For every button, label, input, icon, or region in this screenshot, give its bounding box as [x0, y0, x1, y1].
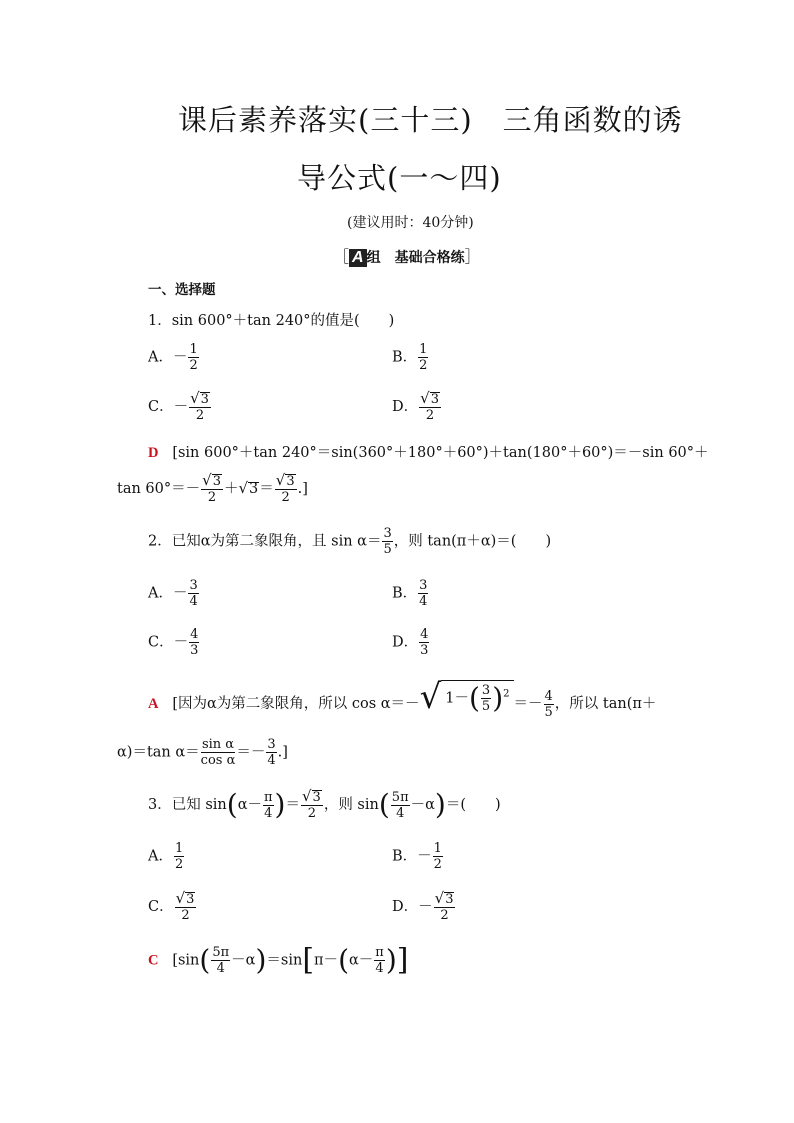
q3-option-b: B．－ $\frac{1}{2}$	[392, 841, 442, 872]
fraction: $\frac{1}{2}$	[433, 841, 442, 872]
fraction: √ 3 2	[190, 389, 209, 423]
fraction: $\frac{1}{2}$	[419, 342, 428, 373]
sqrt: √ 3	[238, 479, 259, 497]
fraction: $\frac{\pi}{4}$	[375, 945, 384, 976]
fraction: $\frac{1}{2}$	[174, 841, 184, 872]
q1-answer: D	[148, 445, 159, 461]
q3-stem: 3．已知 sin(α－ $\frac{\pi}{4}$ )＝ √ 3 2 ，则 sin( $\frac{5\pi}{4}$ －α)＝( )	[148, 787, 501, 821]
sqrt: √ 1－( $\frac{3}{5}$ )$^2$	[420, 680, 514, 714]
fraction: $\frac{4}{3}$	[190, 627, 199, 658]
group-heading	[333, 244, 481, 267]
fraction: √ 3 2	[275, 471, 295, 505]
q2-option-c: C．－ $\frac{4}{3}$	[148, 627, 199, 658]
q3-option-d: D．－ √ 3 2	[392, 889, 454, 923]
group-letter-badge: A	[349, 249, 367, 267]
fraction: $\frac{\text{sin α}}{\text{cos α}}$	[200, 737, 236, 768]
q2-solution-line1: A [因为α为第二象限角，所以 cos α＝－ √ 1－( $\frac{3}{5}$ )$^2$ ＝－ $\frac{4}{5}$ ，所以 tan(π＋	[148, 677, 657, 720]
q1-option-b: B． $\frac{1}{2}$	[392, 342, 428, 373]
fraction: √ 3 2	[420, 389, 439, 423]
q2-solution-line2: α)＝tan α＝ $\frac{\text{sin α}}{\text{cos α}}$ ＝－ $\frac{3}{4}$ .]	[117, 737, 288, 768]
fraction: √ 3 2	[175, 889, 195, 923]
q2-option-a: A．－ $\frac{3}{4}$	[148, 578, 198, 609]
fraction: $\frac{3}{4}$	[419, 578, 428, 609]
q3-answer: C	[148, 952, 159, 969]
q1-solution-line1: D [sin 600°＋tan 240°＝sin(360°＋180°＋60°)＋tan(180°＋60°)＝－sin 60°＋	[148, 445, 709, 461]
fraction: $\frac{\pi}{4}$	[264, 789, 273, 821]
q1-option-d: D． √ 3 2	[392, 389, 439, 423]
fraction: $\frac{3}{5}$	[383, 526, 392, 557]
fraction: $\frac{3}{5}$	[481, 683, 491, 714]
page-title-line1: 课后素养落实(三十三) 三角函数的诱	[178, 103, 683, 137]
q1-option-c: C．－ √ 3 2	[148, 389, 209, 423]
q3-solution-line1: C [sin( $\frac{5\pi}{4}$ －α)＝sin[π－(α－ $\frac{\pi}{4}$ )]	[148, 942, 409, 978]
q2-option-b: B． $\frac{3}{4}$	[392, 578, 428, 609]
q2-option-d: D． $\frac{4}{3}$	[392, 627, 429, 658]
q2-stem: 2．已知α为第二象限角，且 sin α＝ $\frac{3}{5}$ ，则 tan(π＋α)＝( )	[148, 526, 552, 557]
q1-solution-line2: tan 60°＝－ √ 3 2 ＋ √ 3 ＝ √ 3 2 .]	[117, 471, 308, 505]
group-bracket-open: ［	[333, 247, 350, 266]
q3-option-c: C． √ 3 2	[148, 889, 195, 923]
group-label: 组 基础合格练	[366, 250, 465, 266]
fraction: $\frac{4}{5}$	[544, 688, 553, 720]
page-title-line2: 导公式(一～四)	[297, 161, 502, 195]
fraction: √ 3 2	[434, 889, 454, 923]
fraction: √ 3 2	[301, 787, 321, 821]
fraction: $\frac{3}{4}$	[267, 737, 276, 768]
fraction: √ 3 2	[202, 471, 221, 505]
time-note: (建议用时：40分钟)	[347, 215, 474, 231]
q3-option-a: A． $\frac{1}{2}$	[148, 841, 184, 872]
fraction: $\frac{4}{3}$	[420, 627, 429, 658]
q1-stem: 1．sin 600°＋tan 240°的值是( )	[148, 313, 395, 329]
fraction: $\frac{5\pi}{4}$	[391, 789, 409, 821]
q2-answer: A	[148, 696, 159, 712]
q1-option-a: A．－ $\frac{1}{2}$	[148, 342, 198, 373]
group-bracket-close: ］	[464, 247, 481, 266]
section-heading: 一、选择题	[148, 282, 216, 298]
fraction: $\frac{5\pi}{4}$	[212, 945, 230, 976]
fraction: $\frac{3}{4}$	[189, 578, 198, 609]
fraction: $\frac{1}{2}$	[189, 342, 198, 373]
